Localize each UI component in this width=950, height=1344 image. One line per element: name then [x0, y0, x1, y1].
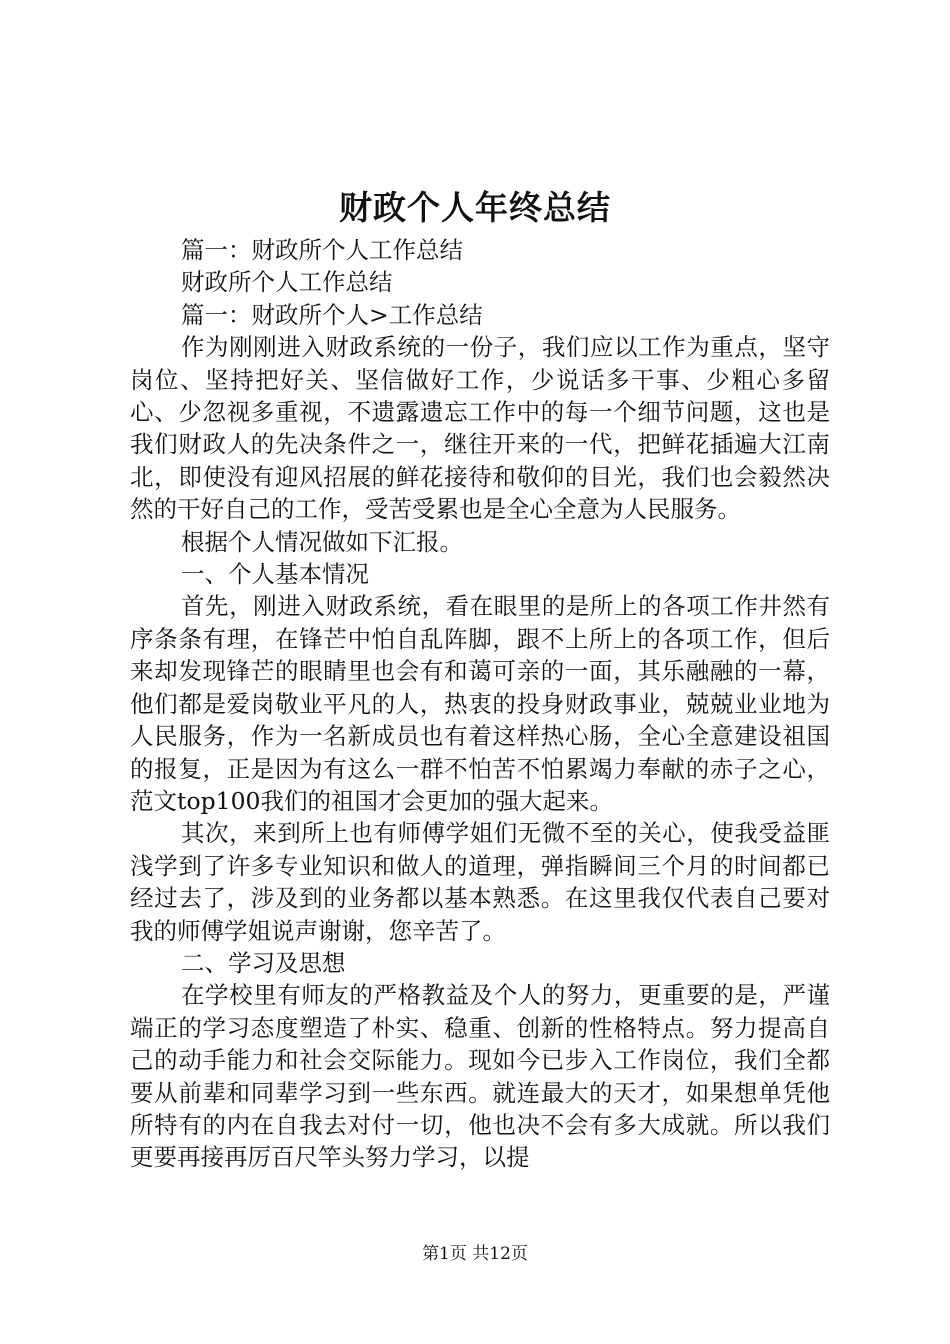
body-paragraph: 其次，来到所上也有师傅学姐们无微不至的关心，使我受益匪浅学到了许多专业知识和做人的道理，弹指瞬间三个月的时间都已经过去了，涉及到的业务都以基本熟悉。在这里我仅代表自己要对我的师傅学姐说声谢谢，您辛苦了。 [130, 819, 830, 945]
section-heading: 财政所个人工作总结 [181, 268, 393, 297]
body-paragraph: 根据个人情况做如下汇报。 [181, 527, 463, 556]
body-paragraph: 在学校里有师友的严格教益及个人的努力，更重要的是，严谨端正的学习态度塑造了朴实、稳重、创新的性格特点。努力提高自己的动手能力和社会交际能力。现如今已步入工作岗位，我们全都要从前辈和同辈学习到一些东西。就连最大的天才，如果想单凭他所特有的内在自我去对付一切，他也决不会有多大成就。所以我们更要再接再厉百尺竿头努力学习，以提 [130, 981, 830, 1172]
section-heading: 篇一：财政所个人工作总结 [181, 236, 463, 264]
section-heading: 篇一：财政所个人>工作总结 [181, 300, 483, 329]
body-paragraph: 作为刚刚进入财政系统的一份子，我们应以工作为重点，坚守岗位、坚持把好关、坚信做好工作，少说话多干事、少粗心多留心、少忽视多重视，不遗露遗忘工作中的每一个细节问题，这也是我们财政人的先决条件之一，继往开来的一代，把鲜花插遍大江南北，即使没有迎风招展的鲜花接待和敬仰的目光，我们也会毅然决然的干好自己的工作，受苦受累也是全心全意为人民服务。 [130, 333, 830, 524]
document-title: 财政个人年终总结 [339, 188, 611, 227]
document-body [130, 234, 830, 1174]
body-paragraph: 首先，刚进入财政系统，看在眼里的是所上的各项工作井然有序条条有理，在锋芒中怕自乱阵脚，跟不上所上的各项工作，但后来却发现锋芒的眼睛里也会有和蔼可亲的一面，其乐融融的一幕，他们都是爱岗敬业平凡的人，热衷的投身财政事业，兢兢业业地为人民服务，作为一名新成员也有着这样热心肠，全心全意建设祖国的报复，正是因为有这么一群不怕苦不怕累竭力奉献的赤子之心，范文top100我们的祖国才会更加的强大起来。 [130, 592, 830, 815]
section-heading: 二、学习及思想 [181, 948, 346, 977]
section-heading: 一、个人基本情况 [181, 560, 369, 589]
page-number-footer: 第1页 共12页 [422, 1244, 528, 1264]
